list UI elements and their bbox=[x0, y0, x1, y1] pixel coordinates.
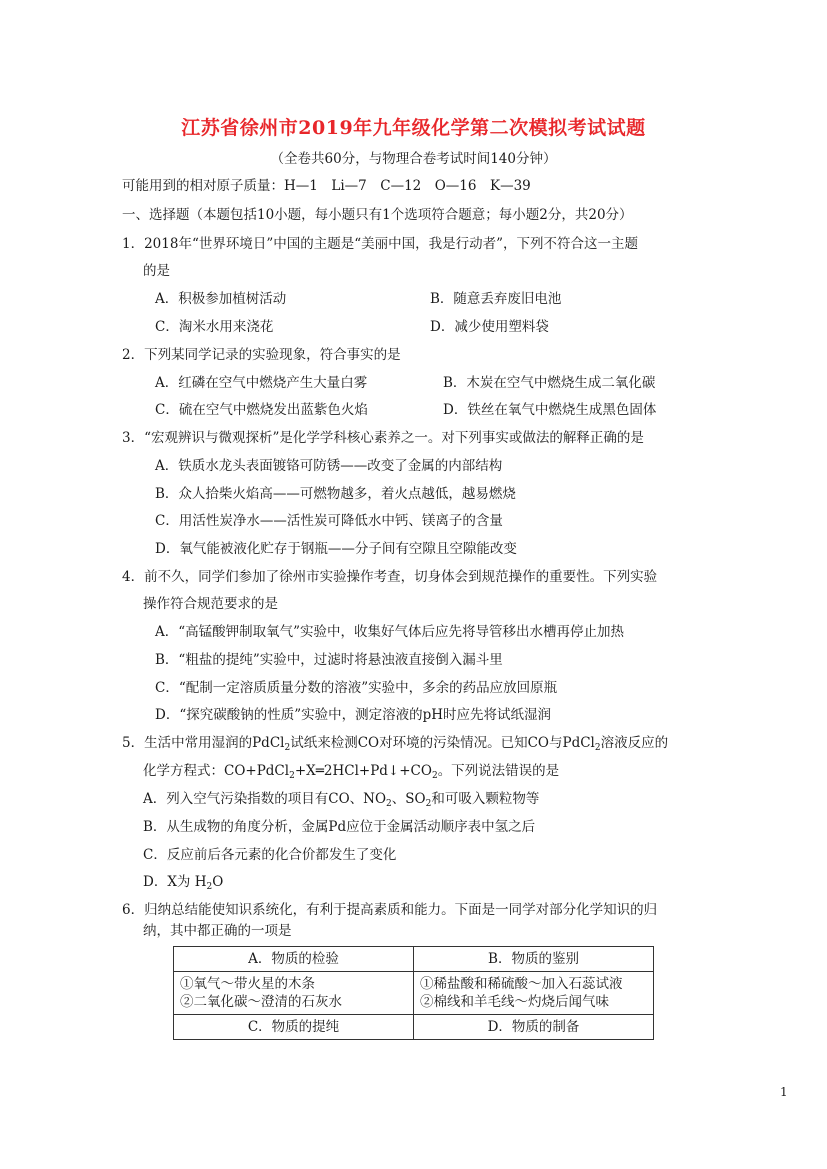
q4-option-b: B．“粗盐的提纯”实验中，过滤时将悬浊液直接倒入漏斗里 bbox=[155, 652, 503, 668]
table-cell: A．物质的检验 bbox=[174, 947, 414, 972]
q1-option-a: A．积极参加植树活动 bbox=[155, 291, 287, 307]
q1-stem-line1: 1．2018年“世界环境日”中国的主题是“美丽中国，我是行动者”，下列不符合这一主题 bbox=[122, 236, 639, 252]
q6-stem-line2: 纳，其中都正确的一项是 bbox=[143, 923, 292, 939]
q1-option-b: B．随意丢弃废旧电池 bbox=[430, 291, 562, 307]
q3-option-c: C．用活性炭净水——活性炭可降低水中钙、镁离子的含量 bbox=[155, 513, 503, 529]
table-cell: B．物质的鉴别 bbox=[414, 947, 654, 972]
q3-option-d: D．氧气能被液化贮存于钢瓶——分子间有空隙且空隙能改变 bbox=[155, 541, 517, 557]
q6-knowledge-table bbox=[173, 946, 654, 1040]
q2-option-d: D．铁丝在氧气中燃烧生成黑色固体 bbox=[443, 402, 657, 418]
table-cell bbox=[414, 972, 654, 1015]
q2-option-b: B．木炭在空气中燃烧生成二氧化碳 bbox=[443, 375, 656, 391]
q5-option-b: B．从生成物的角度分析，金属Pd应位于金属活动顺序表中氢之后 bbox=[143, 819, 536, 835]
table-row bbox=[174, 947, 654, 972]
q5-stem-line1: 5．生活中常用湿润的PdCl$_2$试纸来检测CO对环境的污染情况。已知CO与PdCl$_2$溶液反应的 bbox=[122, 735, 669, 753]
q4-option-c: C．“配制一定溶质质量分数的溶液”实验中，多余的药品应放回原瓶 bbox=[155, 680, 558, 696]
section-heading: 一、选择题（本题包括10小题，每小题只有1个选项符合题意；每小题2分，共20分） bbox=[122, 207, 633, 223]
q4-option-a: A．“高锰酸钾制取氧气”实验中，收集好气体后应先将导管移出水槽再停止加热 bbox=[155, 624, 625, 640]
table-cell-line: ①稀盐酸和稀硫酸～加入石蕊试液 bbox=[420, 976, 623, 992]
q5-equation-line: 化学方程式：$CO+PdCl_2+X═2HCl+Pd↓+CO_2$。下列说法错误的是 bbox=[143, 763, 560, 781]
q2-option-a: A．红磷在空气中燃烧产生大量白雾 bbox=[155, 375, 368, 391]
table-cell: C．物质的提纯 bbox=[174, 1015, 414, 1040]
q2-stem: 2．下列某同学记录的实验现象，符合事实的是 bbox=[122, 347, 401, 363]
table-row bbox=[174, 972, 654, 1015]
q1-option-d: D．减少使用塑料袋 bbox=[430, 319, 549, 335]
q1-option-c: C．淘米水用来浇花 bbox=[155, 319, 274, 335]
q4-stem-line1: 4．前不久，同学们参加了徐州市实验操作考查，切身体会到规范操作的重要性。下列实验 bbox=[122, 569, 658, 585]
page-number: 1 bbox=[780, 1085, 788, 1099]
table-cell-line: ①氧气～带火星的木条 bbox=[180, 976, 315, 992]
atomic-masses: 可能用到的相对原子质量：H—1 Li—7 C—12 O—16 K—39 bbox=[122, 178, 531, 194]
q5-option-a: A．列入空气污染指数的项目有CO、$NO_2$、$SO_2$和可吸入颗粒物等 bbox=[143, 791, 540, 809]
table-cell-line: ②棉线和羊毛线～灼烧后闻气味 bbox=[420, 994, 609, 1010]
exam-subtitle: （全卷共60分，与物理合卷考试时间140分钟） bbox=[270, 151, 557, 167]
q4-stem-line2: 操作符合规范要求的是 bbox=[143, 596, 278, 612]
q3-option-a: A．铁质水龙头表面镀铬可防锈——改变了金属的内部结构 bbox=[155, 458, 503, 474]
q6-stem-line1: 6．归纳总结能使知识系统化，有利于提高素质和能力。下面是一同学对部分化学知识的归 bbox=[122, 902, 658, 918]
q3-stem: 3．“宏观辨识与微观探析”是化学学科核心素养之一。对下列事实或做法的解释正确的是 bbox=[122, 430, 644, 446]
q3-option-b: B．众人拾柴火焰高——可燃物越多，着火点越低，越易燃烧 bbox=[155, 486, 516, 502]
page-title: 江苏省徐州市2019年九年级化学第二次模拟考试试题 bbox=[181, 117, 646, 139]
table-row bbox=[174, 1015, 654, 1040]
q5-option-c: C．反应前后各元素的化合价都发生了变化 bbox=[143, 847, 397, 863]
q5-option-d: D．X为 $H_2O$ bbox=[143, 874, 224, 892]
table-cell-line: ②二氧化碳～澄清的石灰水 bbox=[180, 994, 342, 1010]
table-cell: D．物质的制备 bbox=[414, 1015, 654, 1040]
table-cell bbox=[174, 972, 414, 1015]
q4-option-d: D．“探究碳酸钠的性质”实验中，测定溶液的pH时应先将试纸湿润 bbox=[155, 707, 552, 723]
q2-option-c: C．硫在空气中燃烧发出蓝紫色火焰 bbox=[155, 402, 368, 418]
q1-stem-line2: 的是 bbox=[143, 263, 170, 279]
